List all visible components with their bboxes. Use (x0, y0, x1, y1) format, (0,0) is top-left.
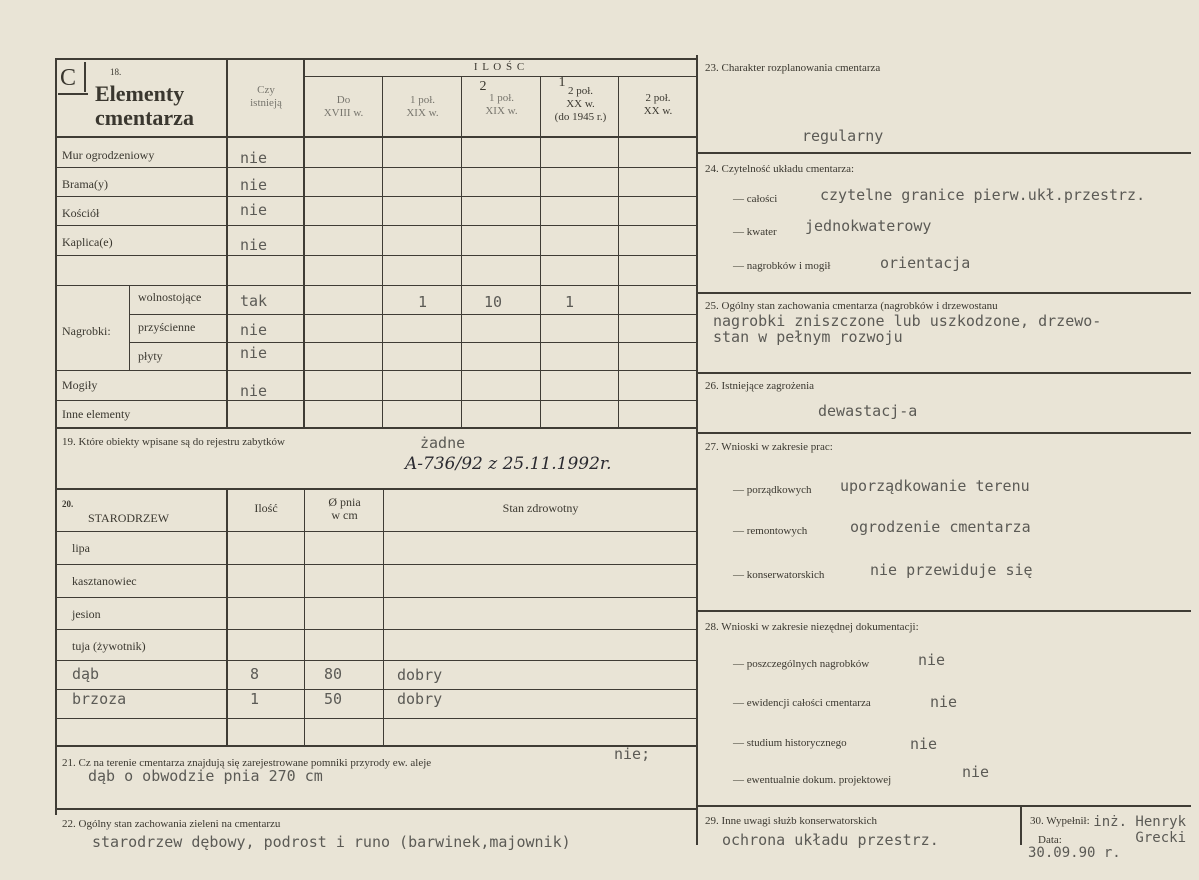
row-label-wall: Mur ogrodzeniowy (62, 148, 155, 162)
section30-name: inż. Henryk Grecki (1093, 814, 1186, 846)
table20-row-line (55, 689, 696, 690)
quantity-header: I L O Ś C (473, 61, 526, 73)
section24-bottom (696, 292, 1191, 294)
table18-row-line (55, 370, 696, 371)
row-label-chapel: Kaplica(e) (62, 235, 113, 249)
section29-value: ochrona układu przestrz. (722, 831, 939, 849)
section25-label: 25. Ogólny stan zachowania cmentarza (nagrobków i drzewostanu (705, 300, 998, 312)
row-exists-slabs: nie (240, 344, 268, 362)
col-q3-header: 1 poł. XIX w. (485, 92, 518, 117)
section22-value: starodrzew dębowy, podrost i runo (barwinek,majownik) (92, 833, 571, 851)
table18-row-line (55, 400, 696, 401)
section26-bottom (696, 432, 1191, 434)
table18-divider-q5 (618, 76, 619, 428)
table18-row-line (55, 285, 696, 286)
table18-bottom (55, 427, 696, 429)
section28-item1-label: — poszczególnych nagrobków (733, 658, 870, 670)
tree-health-brzoza: dobry (397, 690, 443, 708)
qty-freestanding-q2: 1 (418, 293, 428, 311)
table18-nagrobki-divider (129, 286, 130, 370)
tree-qty-dab: 8 (250, 665, 260, 683)
col-exists-header: Czy istnieją (250, 84, 282, 109)
row-label-wall-tombs: przyścienne (138, 320, 196, 334)
section30-label: 30. Wypełnił: (1030, 815, 1090, 827)
section21-label: 21. Cz na terenie cmentarza znajdują się zarejestrowane pomniki przyrody ew. aleje (62, 757, 432, 769)
section27-item2-value: ogrodzenie cmentarza (850, 518, 1031, 536)
tree-name-dab: dąb (72, 665, 100, 683)
row-exists-church: nie (240, 201, 268, 219)
table18-row-line (55, 196, 696, 197)
qty-freestanding-q4: 1 (565, 293, 575, 311)
section18-title-line1: Elementy (95, 81, 185, 106)
column-divider (696, 55, 698, 845)
section19-handwritten: A-736/92 z 25.11.1992r. (405, 454, 612, 474)
row-exists-wall: nie (240, 149, 268, 167)
form-letter-bracket (84, 62, 86, 92)
table20-bottom (55, 745, 696, 747)
section27-item1-label: — porządkowych (733, 484, 812, 496)
table18-row-line (55, 255, 696, 256)
row-label-graves: Mogiły (62, 378, 98, 392)
table20-divider-health (383, 488, 384, 746)
section27-item3-value: nie przewiduje się (870, 561, 1033, 579)
section27-item3-label: — konserwatorskich (733, 569, 825, 581)
section28-label: 28. Wnioski w zakresie niezędnej dokumentacji: (705, 621, 919, 633)
table18-row-line (55, 225, 696, 226)
section21-value: dąb o obwodzie pnia 270 cm (88, 767, 323, 785)
tree-name-jesion: jesion (72, 607, 101, 621)
form-letter-underline (58, 93, 88, 95)
table20-row-line (55, 597, 696, 598)
section21-answer: nie; (614, 745, 651, 763)
section23-value: regularny (802, 127, 884, 145)
section26-label: 26. Istniejące zagrożenia (705, 380, 815, 392)
table20-row-line (55, 660, 696, 661)
table18-header-bottom (55, 136, 696, 138)
section27-item1-value: uporządkowanie terenu (840, 477, 1030, 495)
tree-qty-brzoza: 1 (250, 690, 260, 708)
row-label-freestanding: wolnostojące (138, 290, 202, 304)
section28-item2-value: nie (930, 693, 958, 711)
section24-item1-value: czytelne granice pierw.ukł.przestrz. (820, 186, 1146, 204)
section23-label: 23. Charakter rozplanowania cmentarza (705, 62, 881, 74)
table20-divider-qty (226, 488, 228, 746)
row-exists-chapel: nie (240, 236, 268, 254)
row-exists-graves: nie (240, 382, 268, 400)
section24-item3-value: orientacja (880, 254, 971, 272)
section24-item2-value: jednokwaterowy (805, 217, 932, 235)
section19-label: 19. Które obiekty wpisane są do rejestru zabytków (62, 436, 285, 448)
col-q1-header: Do XVIII w. (323, 94, 364, 119)
table18-divider-q4 (540, 76, 541, 428)
row-exists-freestanding: tak (240, 292, 268, 310)
section24-item3-label: — nagrobków i mogił (733, 260, 831, 272)
section23-bottom (696, 152, 1191, 154)
section28-item1-value: nie (918, 651, 946, 669)
row-exists-gate: nie (240, 176, 268, 194)
section30-divider (1020, 805, 1022, 845)
table18-row-line (129, 342, 696, 343)
col-q3-fraction: 2 (479, 79, 487, 94)
table20-diam-header: Ø pnia w cm (328, 495, 361, 522)
section24-item1-label: — całości (733, 193, 778, 205)
table20-health-header: Stan zdrowotny (502, 501, 579, 515)
table20-divider-diam (304, 488, 305, 746)
tree-diam-dab: 80 (324, 665, 343, 683)
table18-divider-exists (226, 58, 228, 428)
table20-header-bottom (55, 531, 696, 532)
table20-row-line (55, 629, 696, 630)
section25-bottom (696, 372, 1191, 374)
section27-bottom (696, 610, 1191, 612)
section28-item2-label: — ewidencji całości cmentarza (733, 697, 871, 709)
table20-row-line (55, 564, 696, 565)
table18-top (55, 58, 696, 60)
section30-date: 30.09.90 r. (1028, 845, 1121, 861)
section28-item3-label: — studium historycznego (733, 737, 847, 749)
qty-freestanding-q3: 10 (484, 293, 503, 311)
section27-label: 27. Wnioski w zakresie prac: (705, 441, 833, 453)
tree-health-dab: dobry (397, 666, 443, 684)
row-label-gate: Brama(y) (62, 177, 108, 191)
section20-title: STARODRZEW (88, 511, 170, 525)
row-label-slabs: płyty (138, 349, 163, 363)
row-label-other: Inne elementy (62, 407, 131, 421)
section29-label: 29. Inne uwagi służb konserwatorskich (705, 815, 877, 827)
row-exists-wall-tombs: nie (240, 321, 268, 339)
row-label-church: Kościół (62, 206, 100, 220)
table18-quantity-line (303, 76, 696, 77)
section18-title-line2: cmentarza (95, 105, 194, 130)
section28-item3-value: nie (910, 735, 938, 753)
section24-item2-label: — kwater (733, 226, 777, 238)
section30-date-label: Data: (1038, 834, 1062, 846)
section20-number: 20. (62, 499, 74, 509)
table20-qty-header: Ilość (254, 501, 278, 515)
tree-name-tuja: tuja (żywotnik) (72, 639, 146, 653)
section18-number: 18. (110, 67, 122, 77)
table18-divider-q2 (382, 76, 383, 428)
tree-name-lipa: lipa (72, 541, 90, 555)
section28-bottom (696, 805, 1191, 807)
col-q4-fraction: 1 (558, 75, 566, 90)
section21-bottom (55, 808, 696, 810)
table20-row-line (55, 718, 696, 719)
border-left (55, 58, 57, 815)
table18-row-line (129, 314, 696, 315)
section24-label: 24. Czytelność układu cmentarza: (705, 163, 855, 175)
section19-bottom (55, 488, 696, 490)
nagrobki-label: Nagrobki: (62, 324, 111, 338)
col-q5-header: 2 poł. XX w. (643, 92, 673, 117)
section26-value: dewastacj-a (818, 402, 918, 420)
section28-item4-label: — ewentualnie dokum. projektowej (733, 774, 892, 786)
tree-name-kasztanowiec: kasztanowiec (72, 574, 137, 588)
section25-line2: stan w pełnym rozwoju (713, 328, 903, 346)
tree-name-brzoza: brzoza (72, 690, 127, 708)
section28-item4-value: nie (962, 763, 990, 781)
table18-row-line (55, 167, 696, 168)
section22-label: 22. Ogólny stan zachowania zieleni na cmentarzu (62, 818, 281, 830)
col-q4-header: 2 poł. XX w. (do 1945 r.) (554, 85, 607, 123)
tree-diam-brzoza: 50 (324, 690, 343, 708)
section19-value: żadne (420, 434, 466, 452)
table18-divider-q3 (461, 76, 462, 428)
section25-line1: nagrobki zniszczone lub uszkodzone, drzewo- (713, 312, 1102, 330)
form-letter: C (60, 65, 77, 91)
col-q2-header: 1 poł. XIX w. (406, 94, 439, 119)
section27-item2-label: — remontowych (733, 525, 808, 537)
